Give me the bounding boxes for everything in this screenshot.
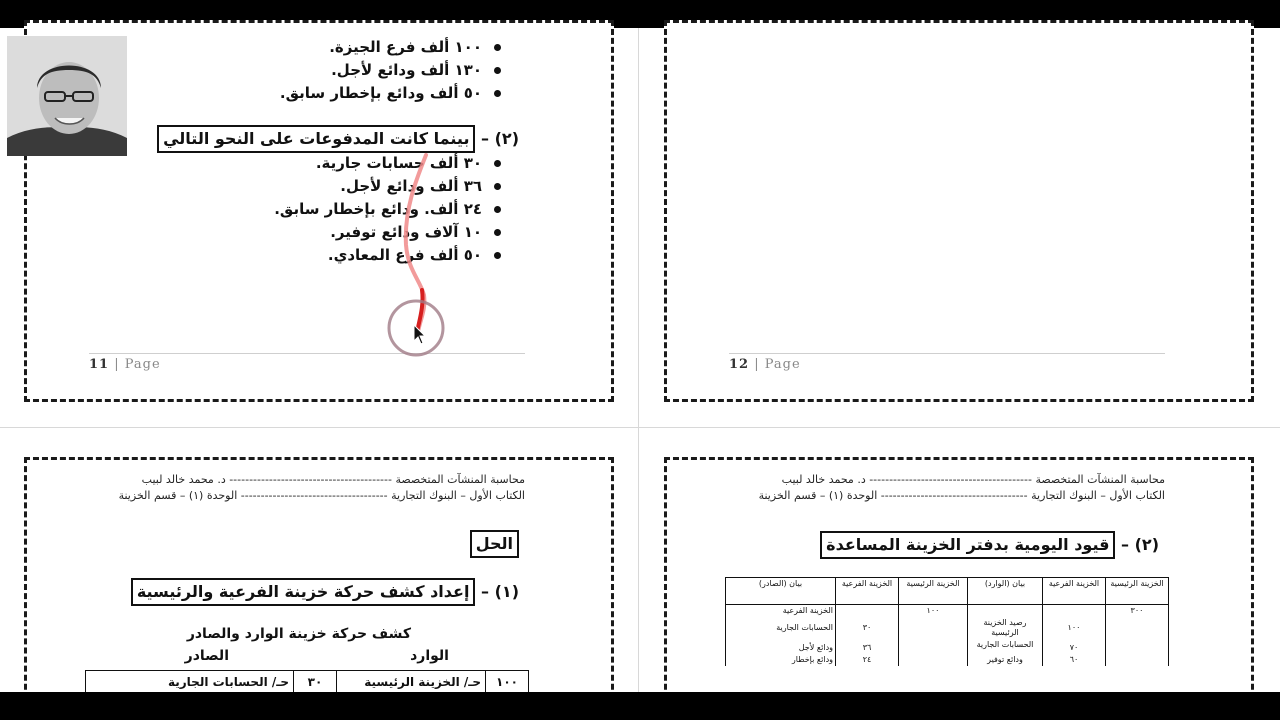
page-number: 12	[729, 357, 750, 372]
page-number: 11	[89, 357, 110, 372]
section-heading	[131, 578, 519, 606]
column-header: الخزينة الرئيسية	[1106, 578, 1169, 605]
presenter-webcam	[7, 36, 127, 156]
section-number: (٢) –	[1121, 535, 1159, 554]
list-item-text: ٥٠ ألف فرع المعادي.	[327, 246, 482, 264]
list-item	[331, 60, 501, 80]
document-page-12[interactable]	[664, 20, 1254, 402]
table-cell	[1043, 605, 1106, 618]
document-page-13[interactable]	[24, 457, 614, 717]
table-cell: ١٠٠	[1043, 617, 1106, 639]
section-title: قيود اليومية بدفتر الخزينة المساعدة	[820, 531, 1115, 559]
section-heading	[820, 531, 1159, 559]
bullet-icon	[494, 183, 501, 190]
table-row	[726, 617, 1169, 639]
list-item-text: ٢٤ ألف. ودائع بإخطار سابق.	[274, 200, 482, 218]
solution-heading	[470, 530, 519, 558]
table-cell: ٣٦	[836, 639, 899, 654]
bullet-icon	[494, 44, 501, 51]
document-page-14[interactable]	[664, 457, 1254, 717]
cash-movement-table	[85, 670, 529, 694]
table-cell: حـ/ الحسابات الجارية	[86, 671, 294, 694]
column-header: بيان (الصادر)	[726, 578, 836, 605]
page-header-line: محاسبة المنشآت المتخصصة ----------------------------------------- د. محمد خالد لبيب	[781, 473, 1165, 486]
list-item-text: ٣٠ ألف حسابات جارية.	[315, 154, 482, 172]
page-row-separator	[0, 427, 1280, 428]
table-cell	[968, 605, 1043, 618]
list-item	[280, 83, 501, 103]
page-footer	[89, 357, 161, 372]
table-cell	[899, 617, 968, 639]
page-label: | Page	[114, 357, 161, 372]
column-header: بيان (الوارد)	[968, 578, 1043, 605]
list-item-text: ١٠٠ ألف فرع الجيزة.	[329, 38, 482, 56]
table-cell: ١٠٠	[899, 605, 968, 618]
table-row	[726, 605, 1169, 618]
page-footer	[729, 357, 801, 372]
page-label: | Page	[754, 357, 801, 372]
table-cell	[1106, 639, 1169, 654]
page-header-line: الكتاب الأول – البنوك التجارية ------------------------------------- الوحدة (١) – قسم الخزينة	[758, 489, 1165, 502]
table-cell: ٦٠	[1043, 654, 1106, 666]
solution-label: الحل	[470, 530, 519, 558]
bullet-icon	[494, 252, 501, 259]
section-title: إعداد كشف حركة خزينة الفرعية والرئيسية	[131, 578, 476, 606]
bullet-icon	[494, 229, 501, 236]
table-cell: ٣٠	[294, 671, 337, 694]
table-row	[726, 654, 1169, 666]
list-item-text: ١٠ آلاف ودائع توفير.	[330, 223, 482, 241]
section-number: (٢) –	[481, 129, 519, 148]
journal-table	[725, 577, 1169, 666]
section-heading	[157, 125, 519, 153]
table-cell	[836, 605, 899, 618]
table-cell	[1106, 617, 1169, 639]
table-cell: ودائع توفير	[968, 654, 1043, 666]
table-cell: ٧٠	[1043, 639, 1106, 654]
column-header: الخزينة الفرعية	[836, 578, 899, 605]
section-number: (١) –	[481, 582, 519, 601]
list-item-text: ٣٦ ألف ودائع لأجل.	[340, 177, 482, 195]
table-cell: ودائع بإخطار	[726, 654, 836, 666]
column-header: الخزينة الرئيسية	[899, 578, 968, 605]
table-row	[726, 639, 1169, 654]
bullet-icon	[494, 160, 501, 167]
table-header-row	[726, 578, 1169, 605]
presenter-avatar-icon	[7, 36, 127, 156]
table-cell: ٣٠٠	[1106, 605, 1169, 618]
table-cell: ودائع لأجل	[726, 639, 836, 654]
column-label-in: الوارد	[410, 648, 449, 664]
table-row	[86, 671, 529, 694]
column-header: الخزينة الفرعية	[1043, 578, 1106, 605]
list-item	[329, 37, 501, 57]
table-cell: الخزينة الفرعية	[726, 605, 836, 618]
list-item-text: ١٣٠ ألف ودائع لأجل.	[331, 61, 482, 79]
footer-divider	[729, 353, 1165, 354]
page-header-line: محاسبة المنشآت المتخصصة ----------------------------------------- د. محمد خالد لبيب	[141, 473, 525, 486]
table-cell: الحسابات الجارية	[726, 617, 836, 639]
page-header-line: الكتاب الأول – البنوك التجارية ------------------------------------- الوحدة (١) – قسم الخزينة	[118, 489, 525, 502]
table-cell: ٣٠	[836, 617, 899, 639]
table-cell: الحسابات الجارية	[968, 639, 1043, 654]
mouse-cursor-icon	[412, 324, 428, 346]
page-column-separator	[638, 28, 639, 692]
table-cell: ٢٤	[836, 654, 899, 666]
table-cell	[899, 639, 968, 654]
table-cell: رصيد الخزينة الرئيسية	[968, 617, 1043, 639]
list-item-text: ٥٠ ألف ودائع بإخطار سابق.	[279, 84, 482, 102]
column-label-out: الصادر	[184, 648, 229, 664]
bullet-icon	[494, 90, 501, 97]
table-cell	[899, 654, 968, 666]
statement-subtitle: كشف حركة خزينة الوارد والصادر	[186, 626, 411, 642]
table-cell: حـ/ الخزينة الرئيسية	[337, 671, 486, 694]
bullet-icon	[494, 206, 501, 213]
table-cell: ١٠٠	[486, 671, 529, 694]
bullet-icon	[494, 67, 501, 74]
bottom-letterbox	[0, 692, 1280, 720]
section-title: بينما كانت المدفوعات على النحو التالي	[157, 125, 475, 153]
table-cell	[1106, 654, 1169, 666]
